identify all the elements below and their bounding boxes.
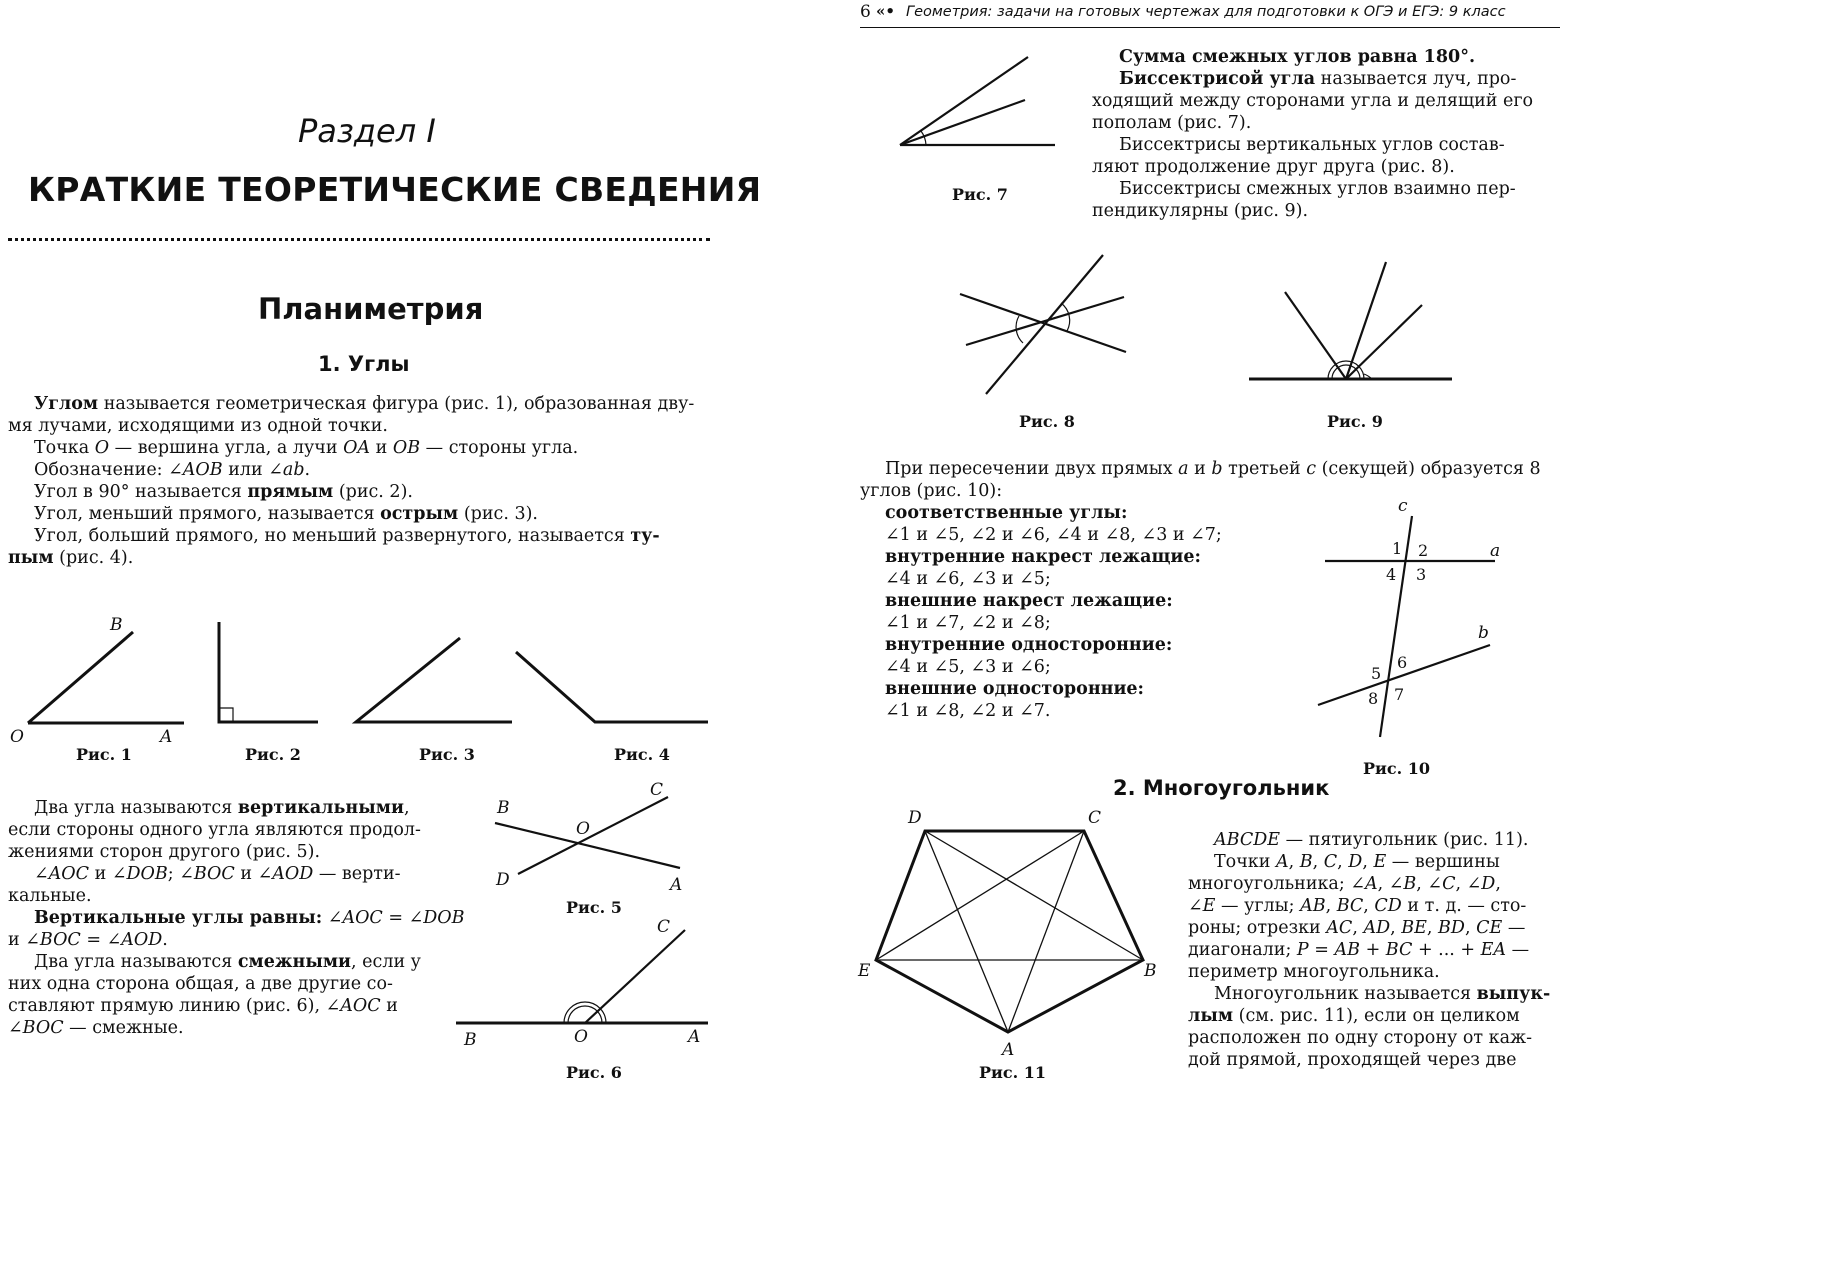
caption-fig10: Рис. 10 xyxy=(1363,759,1431,778)
svg-text:O: O xyxy=(576,819,590,839)
caption-fig3: Рис. 3 xyxy=(419,745,475,764)
svg-text:O: O xyxy=(574,1027,588,1047)
book-title: Геометрия: задачи на готовых чертежах для подготовки к ОГЭ и ЕГЭ: 9 класс xyxy=(906,4,1506,20)
svg-text:7: 7 xyxy=(1394,685,1405,704)
svg-text:b: b xyxy=(1478,623,1489,643)
svg-text:C: C xyxy=(1088,808,1102,828)
svg-text:4: 4 xyxy=(1386,565,1397,584)
svg-text:1: 1 xyxy=(1392,539,1403,558)
svg-text:2: 2 xyxy=(1418,541,1429,560)
caption-fig11: Рис. 11 xyxy=(979,1063,1047,1082)
caption-fig7: Рис. 7 xyxy=(952,185,1008,204)
transversal-intro: При пересечении двух прямых a и b третьей c (секущей) образуется 8 углов (рис. 10): xyxy=(860,459,1541,501)
section-title: КРАТКИЕ ТЕОРЕТИЧЕСКИЕ СВЕДЕНИЯ xyxy=(28,170,762,209)
svg-text:8: 8 xyxy=(1368,689,1379,708)
svg-text:O: O xyxy=(10,727,24,747)
header-ornament: «• xyxy=(876,2,895,20)
svg-text:3: 3 xyxy=(1416,565,1427,584)
chapter-title-angles: 1. Углы xyxy=(318,352,410,376)
svg-text:E: E xyxy=(858,961,871,981)
caption-fig4: Рис. 4 xyxy=(614,745,670,764)
part-title: Планиметрия xyxy=(258,292,484,326)
caption-fig1: Рис. 1 xyxy=(76,745,132,764)
svg-text:B: B xyxy=(110,615,123,635)
svg-text:6: 6 xyxy=(1397,653,1408,672)
svg-text:B: B xyxy=(497,798,510,818)
angle-pairs-list: соответственные углы: ∠1 и ∠5, ∠2 и ∠6, ∠4 и ∠8, ∠3 и ∠7; внутренние накрест лежащие: ∠4 и ∠6, ∠3 и ∠5; внешние накрест лежащие: ∠1 и ∠7, ∠2 и ∠8; внутренние односторонние: ∠4 и ∠5, ∠3 и ∠6; внешние односторонние: ∠1 и ∠8, ∠2 и ∠7. xyxy=(885,503,1222,721)
page-number: 6 xyxy=(860,2,871,22)
section-label: Раздел I xyxy=(298,112,436,150)
svg-text:D: D xyxy=(908,808,922,828)
caption-fig9: Рис. 9 xyxy=(1327,412,1383,431)
svg-text:A: A xyxy=(160,727,173,747)
vertical-angles-text: Два угла называются вертикальными, если стороны одного угла являются продол- жениями сторон другого (рис. 5). ∠AOC и ∠DOB; ∠BOC и ∠AOD — верти- кальные. Вертикальные углы равны: ∠AOC = ∠DOB и ∠BOC = ∠AOD. Два угла называются смежными, если у них одна сторона общая, а две другие со- ставляют прямую линию (рис. 6), ∠AOC и ∠BOC — смежные. xyxy=(8,798,465,1038)
svg-text:A: A xyxy=(688,1027,701,1047)
svg-text:5: 5 xyxy=(1371,664,1382,683)
chapter-title-polygon: 2. Многоугольник xyxy=(1113,776,1330,800)
svg-text:a: a xyxy=(1490,541,1501,561)
bisector-text: Сумма смежных углов равна 180°. Биссектрисой угла называется луч, про- ходящий между сторонами угла и делящий его пополам (рис. 7). Биссектрисы вертикальных углов состав- ляют продолжение друг друга (рис. 8). Биссектрисы смежных углов взаимно пер- пендикулярны (рис. 9). xyxy=(1092,47,1534,221)
svg-text:C: C xyxy=(650,780,664,800)
angle-definition: Углом называется геометрическая фигура (рис. 1), образованная дву- мя лучами, исходящими из одной точки. Точка O — вершина угла, а лучи OA и OB — стороны угла. Обозначение: ∠AOB или ∠ab. Угол в 90° называется прямым (рис. 2). Угол, меньший прямого, называется острым (рис. 3). Угол, больший прямого, но меньший развернутого, называется ту- пым (рис. 4). xyxy=(8,394,695,568)
svg-text:A: A xyxy=(1002,1040,1015,1060)
svg-text:A: A xyxy=(670,875,683,895)
svg-text:c: c xyxy=(1398,496,1408,516)
polygon-text: ABCDE — пятиугольник (рис. 11). Точки A, B, C, D, E — вершины многоугольника; ∠A, ∠B, ∠C, ∠D, ∠E — углы; AB, BC, CD и т. д. — сто- роны; отрезки AC, AD, BE, BD, CE — диагонали; P = AB + BC + ... + EA — периметр многоугольника. Многоугольник называется выпук- лым (см. рис. 11), если он целиком расположен по одну сторону от каж- дой прямой, проходящей через две xyxy=(1188,830,1551,1070)
caption-fig5: Рис. 5 xyxy=(566,898,622,917)
svg-text:D: D xyxy=(496,870,510,890)
caption-fig2: Рис. 2 xyxy=(245,745,301,764)
caption-fig6: Рис. 6 xyxy=(566,1063,622,1082)
svg-text:C: C xyxy=(657,917,671,937)
svg-text:B: B xyxy=(1144,961,1157,981)
svg-text:B: B xyxy=(464,1030,477,1050)
caption-fig8: Рис. 8 xyxy=(1019,412,1075,431)
